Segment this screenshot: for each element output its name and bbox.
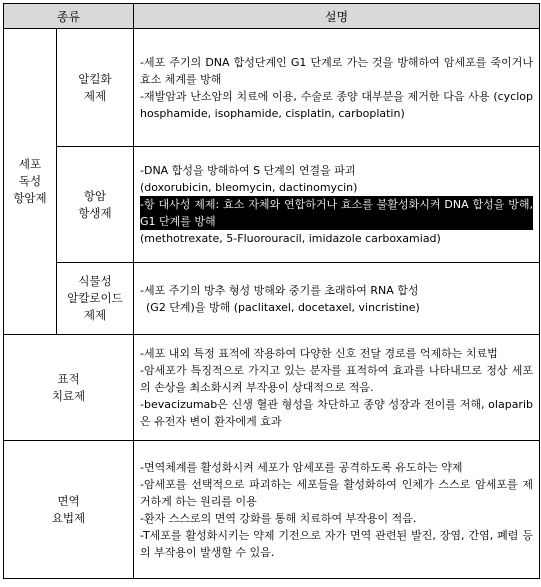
table-row-targeted <box>4 335 540 441</box>
highlighted-description-line: -항 대사성 제제: 효소 자체와 연합하거나 효소를 불활성화시켜 DNA 합성을 방해, G1 단계를 방해 <box>140 198 533 228</box>
subtype-alkylating <box>57 29 134 147</box>
header-type: 종류 <box>4 4 134 29</box>
category-cytotoxic-line: 항암제 <box>13 191 47 205</box>
description-line: -암세포가 특징적으로 가지고 있는 분자를 표적하여 효과를 나타내므로 정상 세포의 손상을 최소화시켜 부작용이 상대적으로 적음. <box>140 364 533 394</box>
description-targeted <box>134 335 540 441</box>
subtype-label-line: 식물성 <box>78 274 112 288</box>
description-alkylating <box>134 29 540 147</box>
category-immunotherapy-line: 면역 <box>57 493 80 508</box>
description-line: -T세포를 활성화시키는 약제 기전으로 자가 면역 관련된 발진, 장염, 간염, 폐렴 등의 부작용이 발생할 수 있음. <box>140 528 533 559</box>
category-immunotherapy <box>4 441 134 579</box>
drug-classification-table <box>3 3 540 579</box>
description-line: -재발암과 난소암의 치료에 이용, 수술로 종양 대부분을 제거한 다음 사용 (cyclophosphamide, isophamide, cisplatin, carboplatin) <box>140 89 533 120</box>
table-row-antimetabolite <box>4 147 540 263</box>
description-line: (G2 단계)을 방해 (paclitaxel, docetaxel, vincristine) <box>146 300 420 314</box>
description-line: -면역체계를 활성화시켜 세포가 암세포를 공격하도록 유도하는 약제 <box>140 460 463 474</box>
header-description: 설명 <box>134 4 540 29</box>
category-targeted <box>4 335 134 441</box>
description-line: -환자 스스로의 면역 강화를 통해 치료하여 부작용이 적음. <box>140 511 417 525</box>
category-targeted-line: 표적 <box>57 371 80 386</box>
subtype-label-line: 제제 <box>83 308 107 322</box>
description-line: -암세포를 선택적으로 파괴하는 세포들을 활성화하여 인체가 스스로 암세포를 제거하게 하는 원리를 이용 <box>140 477 533 508</box>
description-line: -DNA 합성을 방해하여 S 단계의 연결을 파괴 <box>140 164 356 177</box>
subtype-label-line: 알칼로이드 <box>67 291 123 305</box>
category-cytotoxic-line: 세포 <box>18 157 42 171</box>
subtype-antitumor-antibiotic <box>57 147 134 263</box>
description-line: (doxorubicin, bleomycin, dactinomycin) <box>140 181 358 194</box>
category-targeted-line: 치료제 <box>51 388 86 403</box>
subtype-label-line: 항암 <box>83 188 107 203</box>
description-line: -세포 주기의 DNA 합성단계인 G1 단계로 가는 것을 방해하여 암세포를 죽이거나 효소 체계를 방해 <box>140 55 533 86</box>
description-line: -bevacizumab은 신생 혈관 형성을 차단하고 종양 성장과 전이를 저해, olaparib은 유전자 변이 환자에게 효과 <box>140 398 533 428</box>
subtype-label-line: 알킬화 <box>78 71 112 86</box>
table-row-immunotherapy <box>4 441 540 579</box>
category-immunotherapy-line: 요법제 <box>51 510 86 525</box>
description-line: -세포 내외 특정 표적에 작용하여 다양한 신호 전달 경로를 억제하는 치료법 <box>140 347 498 360</box>
description-plant-alkaloid <box>134 263 540 335</box>
category-cytotoxic <box>4 29 57 335</box>
subtype-label-line: 항생제 <box>78 205 112 220</box>
description-line: -세포 주기의 방추 형성 방해와 중기를 초래하여 RNA 합성 <box>140 283 419 297</box>
description-antitumor-antibiotic <box>134 147 540 263</box>
subtype-plant-alkaloid <box>57 263 134 335</box>
category-cytotoxic-line: 독성 <box>18 174 42 188</box>
subtype-label-line: 제제 <box>83 88 107 103</box>
description-immunotherapy <box>134 441 540 579</box>
table-row-plant-alkaloid <box>4 263 540 335</box>
header-row <box>4 4 540 29</box>
description-line: (methotrexate, 5-Fluorouracil, imidazole carboxamiad) <box>140 232 441 245</box>
table-row-alkylating <box>4 29 540 147</box>
